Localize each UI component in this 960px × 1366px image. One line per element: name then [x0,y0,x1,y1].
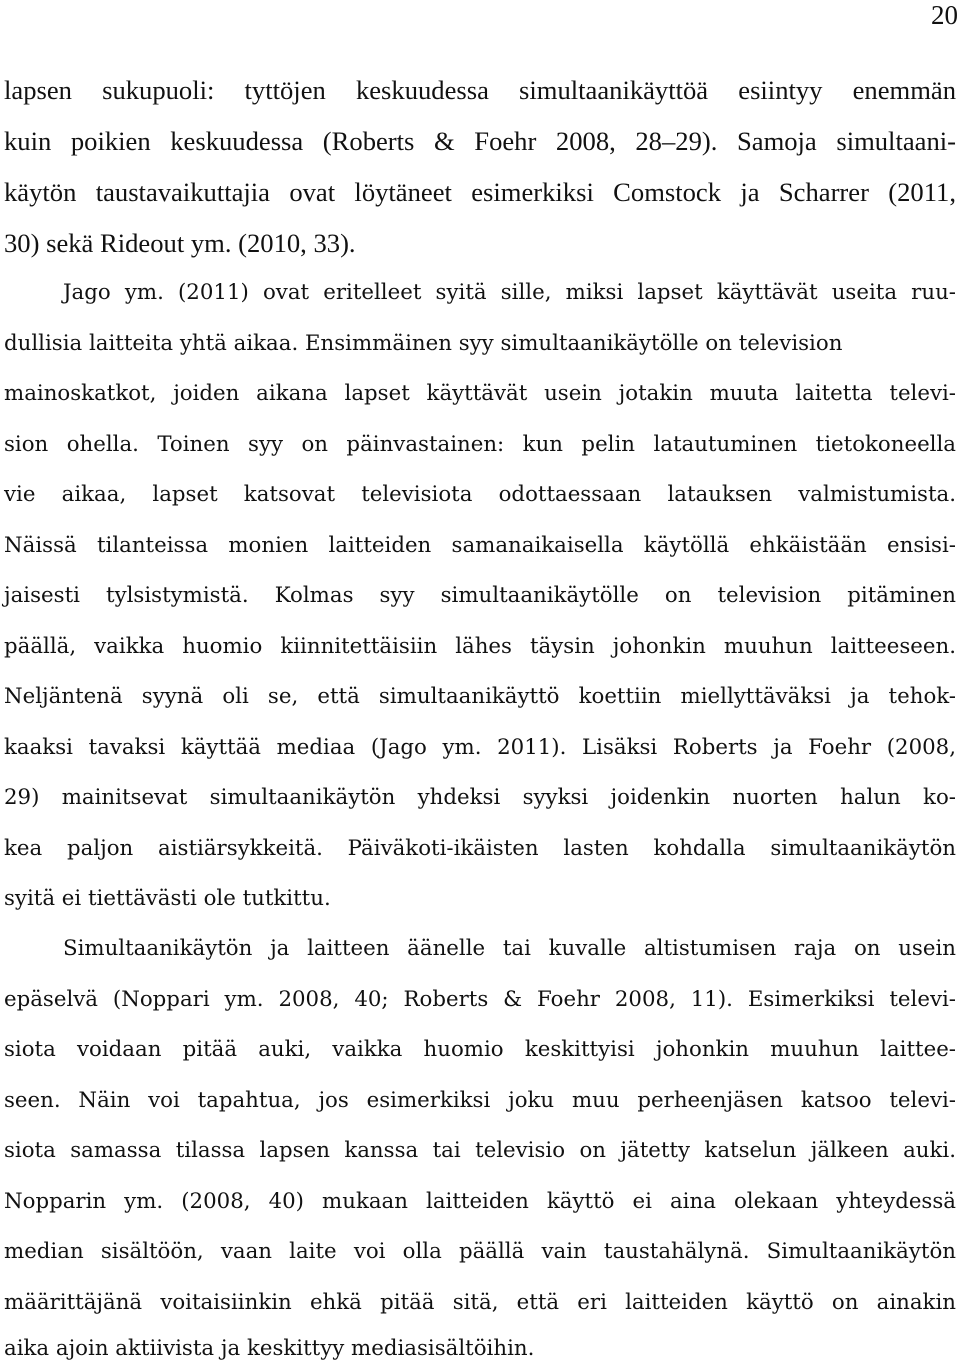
text-line: Simultaanikäytön ja laitteen äänelle tai kuvalle altistumisen raja on usein [63,936,956,961]
text-line: dullisia laitteita yhtä aikaa. Ensimmäinen syy simultaanikäytölle on television [4,331,843,356]
text-line: sion ohella. Toinen syy on päinvastainen: kun pelin latautuminen tietokoneella [4,432,956,457]
text-line: 29) mainitsevat simultaanikäytön yhdeksi syyksi joidenkin nuorten halun ko- [4,785,956,810]
text-line: Neljäntenä syynä oli se, että simultaanikäyttö koettiin miellyttäväksi ja tehok- [4,684,956,709]
page-number: 20 [931,0,958,30]
text-line: Näissä tilanteissa monien laitteiden samanaikaisella käytöllä ehkäistään ensisi- [4,533,956,558]
text-line: kea paljon aistiärsykkeitä. Päiväkoti-ikäisten lasten kohdalla simultaanikäytön [4,836,956,861]
text-line: Nopparin ym. (2008, 40) mukaan laitteiden käyttö ei aina olekaan yhteydessä [4,1189,956,1214]
text-line: vie aikaa, lapset katsovat televisiota odottaessaan latauksen valmistumista. [4,482,956,507]
text-line: kuin poikien keskuudessa (Roberts & Foehr 2008, 28–29). Samoja simultaani- [4,126,956,156]
text-line: kaaksi tavaksi käyttää mediaa (Jago ym. 2011). Lisäksi Roberts ja Foehr (2008, [4,735,956,760]
text-line: määrittäjänä voitaisiinkin ehkä pitää sitä, että eri laitteiden käyttö on ainakin [4,1290,956,1315]
text-line: jaisesti tylsistymistä. Kolmas syy simultaanikäytölle on television pitäminen [4,583,956,608]
text-line: aika ajoin aktiivista ja keskittyy mediasisältöihin. [4,1336,535,1361]
text-line: epäselvä (Noppari ym. 2008, 40; Roberts & Foehr 2008, 11). Esimerkiksi televi- [4,987,956,1012]
text-line: siota voidaan pitää auki, vaikka huomio keskittyisi johonkin muuhun laittee- [4,1037,956,1062]
text-line: seen. Näin voi tapahtua, jos esimerkiksi joku muu perheenjäsen katsoo televi- [4,1088,956,1113]
text-line: Jago ym. (2011) ovat eritelleet syitä sille, miksi lapset käyttävät useita ruu- [63,280,956,305]
text-line: päällä, vaikka huomio kiinnitettäisiin lähes täysin johonkin muuhun laitteeseen. [4,634,956,659]
text-line: syitä ei tiettävästi ole tutkittu. [4,886,331,911]
text-line: siota samassa tilassa lapsen kanssa tai televisio on jätetty katselun jälkeen auki. [4,1138,956,1163]
text-line: 30) sekä Rideout ym. (2010, 33). [4,228,356,258]
text-line: mainoskatkot, joiden aikana lapset käyttävät usein jotakin muuta laitetta televi- [4,381,956,406]
text-line: käytön taustavaikuttajia ovat löytäneet esimerkiksi Comstock ja Scharrer (2011, [4,177,956,207]
text-line: lapsen sukupuoli: tyttöjen keskuudessa simultaanikäyttöä esiintyy enemmän [4,75,956,105]
text-line: median sisältöön, vaan laite voi olla päällä vain taustahälynä. Simultaanikäytön [4,1239,956,1264]
